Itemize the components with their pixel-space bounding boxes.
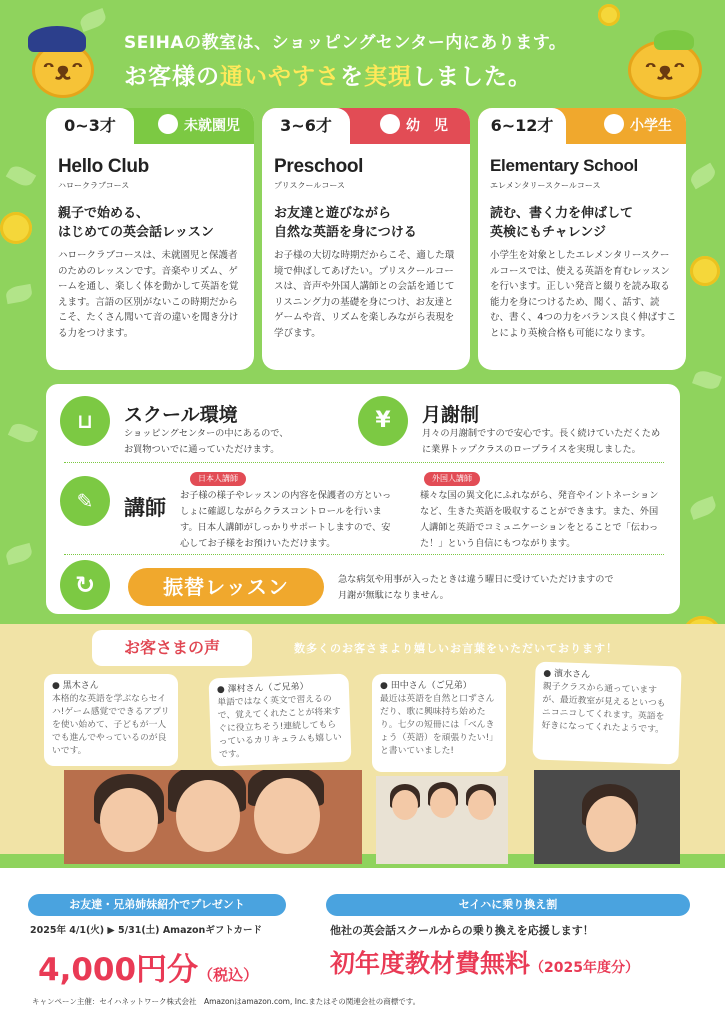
voice-text: 親子クラスから通っていますが、最近教室が見えるといつもニコニコしてくれます。英語を好きになってくれたようです。 <box>541 681 666 735</box>
course-subtitle: プリスクールコース <box>274 181 345 190</box>
fee-title: 月謝制 <box>422 404 480 426</box>
course-lead: お友達と遊びながら 自然な英語を身につける <box>274 206 417 240</box>
header-line1: SEIHAの教室は、ショッピングセンター内にあります。 <box>124 33 567 53</box>
voice-bubble <box>532 661 681 764</box>
course-body: お子様の大切な時期だからこそ、適した環境で伸ばしてあげたい。プリスクールコースは、音声や外国人講師との会話を通じてリスニング力の基礎を身につけ、お友達とゲームや音、リズムを楽しみながら表現を学びます。 <box>274 250 455 339</box>
leaf-decoration <box>8 420 38 445</box>
refresh-icon: ↻ <box>60 560 110 610</box>
leaf-decoration <box>688 163 719 190</box>
leaf-decoration <box>6 163 37 190</box>
photo-children-1 <box>64 770 362 864</box>
referral-period: 2025年 4/1(火) ▶ 5/31(土) Amazonギフトカード <box>30 925 263 936</box>
teacher-icon: ✎ <box>60 476 110 526</box>
course-subtitle: ハロークラブコース <box>58 181 130 190</box>
age-label: 幼 児 <box>380 108 448 144</box>
child-face <box>468 790 494 820</box>
switch-line: 他社の英会話スクールからの乗り換えを応援します！ <box>330 924 594 937</box>
voice-text: 本格的な英語を学ぶならセイハ!ゲーム感覚でできるアプリを使い始めて、子どもが一人でも進んでやっているのが良いです。 <box>52 694 170 756</box>
jp-teacher-tag: 日本人講師 <box>190 472 246 486</box>
env-title: スクール環境 <box>124 404 238 426</box>
bear-face-icon: ᵔᴥᵔ <box>644 56 686 87</box>
student-face-icon <box>604 114 624 134</box>
course-card-hello-club <box>46 108 254 370</box>
course-title: Preschool <box>274 156 364 177</box>
leaf-decoration <box>5 284 33 304</box>
basket-icon: ⊔ <box>60 396 110 446</box>
age-range: 6~12才 <box>478 108 566 144</box>
coin-decoration <box>0 212 32 244</box>
course-body: 小学生を対象としたエレメンタリースクールコースでは、使える英語を育むレッスンを行います。正しい発音と綴りを読み取る能力を身につけるため、聞く、話す、読む、書く、4つの力をバランス良く伸ばすことにより英検合格も可能になります。 <box>490 250 677 339</box>
course-body: ハロークラブコースは、未就園児と保護者のためのレッスンです。音楽やリズム、ゲームを通し、楽しく体を動かして英語を覚えます。言語の区別がないこの時期だからこそ、たくさん聞いて音の違いを聞き分ける力をつけます。 <box>58 250 239 339</box>
course-lead: 読む、書く力を伸ばして 英検にもチャレンジ <box>490 206 634 240</box>
child-face <box>392 790 418 820</box>
child-face <box>176 780 240 852</box>
footer-note: キャンペーン主催：セイハネットワーク株式会社 Amazonはamazon.com, Inc.またはその関連会社の商標です。 <box>32 997 421 1006</box>
course-title: Elementary School <box>490 156 638 175</box>
referral-amount: 4,000円分（税込） <box>38 952 259 988</box>
age-label: 未就園児 <box>158 108 240 144</box>
photo-children-3 <box>534 770 680 864</box>
voice-name: ● 濱水さん <box>543 668 591 681</box>
child-face-icon <box>380 114 400 134</box>
voice-bubble <box>372 674 506 772</box>
makeup-lesson-badge: 振替レッスン <box>128 568 324 606</box>
photo-children-2 <box>376 776 508 864</box>
divider <box>64 462 664 463</box>
bear-face-icon: ᵔᴥᵔ <box>42 56 84 87</box>
coin-decoration <box>690 256 720 286</box>
course-lead: 親子で始める、 はじめての英会話レッスン <box>58 206 214 240</box>
divider <box>64 554 664 555</box>
leaf-decoration <box>688 496 718 520</box>
green-hat-icon <box>654 30 694 50</box>
course-subtitle: エレメンタリースクールコース <box>490 181 601 190</box>
switch-offer: 初年度教材費無料（2025年度分） <box>330 949 639 978</box>
voice-text: 単語ではなく英文で習えるので、覚えてくれたことが将来すぐに役立ちそう!連続してもらっているカリキュラムも嬉しいです。 <box>217 694 342 761</box>
voice-name: ● 黒木さん <box>52 681 99 691</box>
voice-name: ● 田中さん（ご兄弟） <box>380 681 472 691</box>
foreign-teacher-tag: 外国人講師 <box>424 472 480 486</box>
teacher-title: 講師 <box>124 496 166 520</box>
child-face <box>430 788 456 818</box>
voices-lead: 数多くのお客さまより嬉しいお言葉をいただいております！ <box>294 642 618 655</box>
leaf-decoration <box>4 543 33 565</box>
coin-decoration <box>598 4 620 26</box>
yen-icon: ¥ <box>358 396 408 446</box>
course-card-elementary <box>478 108 686 370</box>
jp-teacher-text: お子様の様子やレッスンの内容を保護者の方といっしょに確認しながらクラスコントロールを行います。日本人講師がしっかりサポートしますので、安心してお子様をお預けいただけます。 <box>180 490 392 549</box>
voice-bubble <box>209 674 352 767</box>
age-range: 3~6才 <box>262 108 350 144</box>
age-label: 小学生 <box>604 108 672 144</box>
baby-face-icon <box>158 114 178 134</box>
makeup-text: 急な病気や用事が入ったときは違う曜日に受けていただけますので 月謝が無駄になりません。 <box>338 574 614 601</box>
police-cap-icon <box>28 26 86 52</box>
switch-banner: セイハに乗り換え割 <box>326 894 690 916</box>
age-range: 0~3才 <box>46 108 134 144</box>
child-face <box>100 788 158 852</box>
voice-bubble <box>44 674 178 766</box>
referral-banner: お友達・兄弟姉妹紹介でプレゼント <box>28 894 286 916</box>
course-card-preschool <box>262 108 470 370</box>
child-face <box>586 796 636 852</box>
foreign-teacher-text: 様々な国の異文化にふれながら、発音やイントネーションなど、生きた英語を吸収することができます。また、外国人講師と英語でコミュニケーションをとることで「伝わった！」という自信にもつながります。 <box>420 490 659 549</box>
child-face <box>254 778 320 854</box>
voice-name: ● 澤村さん（ご兄弟） <box>216 681 309 696</box>
leaf-decoration <box>692 368 722 392</box>
env-text: ショッピングセンターの中にあるので、 お買物ついでに通っていただけます。 <box>124 428 289 455</box>
leaf-decoration <box>78 8 108 32</box>
voices-tag: お客さまの声 <box>92 630 252 666</box>
voice-text: 最近は英語を自然と口ずさんだり、歌に興味持ち始めたり。七夕の短冊には「べんきょう（英語）を頑張りたい!」と書いていました! <box>380 694 498 756</box>
fee-text: 月々の月謝制ですので安心です。長く続けていただくために業界トップクラスのロープライスを実現しました。 <box>422 428 661 455</box>
course-title: Hello Club <box>58 156 149 177</box>
header-line2: お客様の通いやすさを実現しました。 <box>124 64 532 90</box>
